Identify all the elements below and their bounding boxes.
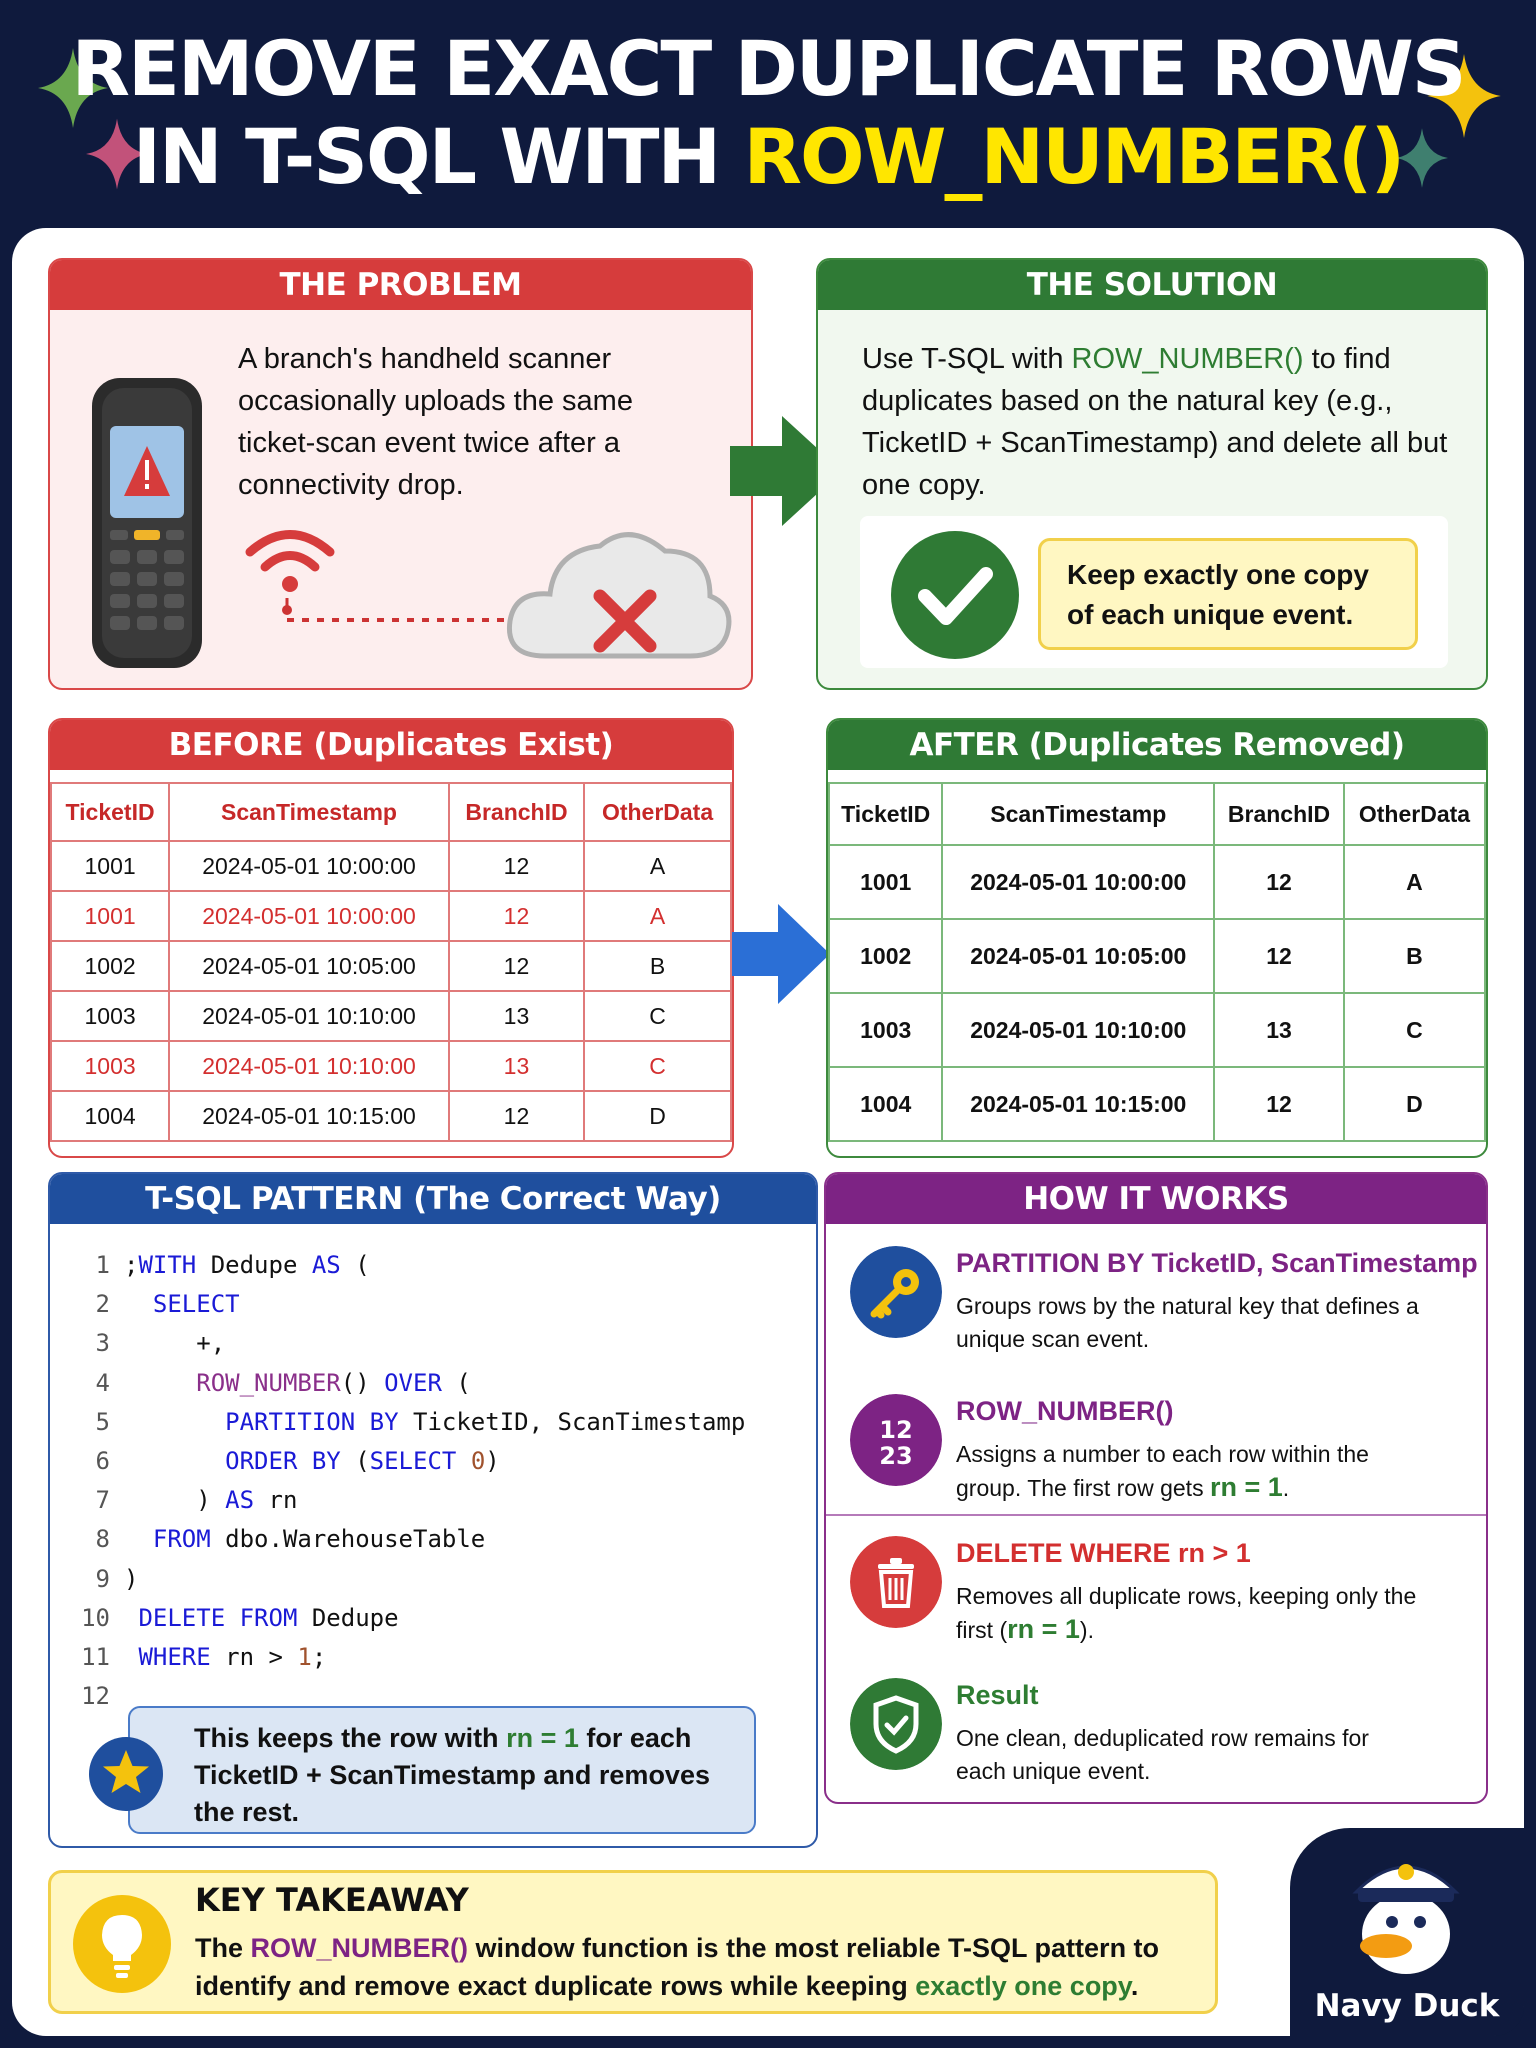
table-cell: 13 [449,991,584,1041]
solution-heading: THE SOLUTION [818,260,1486,310]
table-cell: A [584,841,731,891]
line-number: 1 [95,1251,110,1279]
line-number: 5 [95,1407,110,1436]
code-token: ; [124,1251,139,1279]
table-cell: 12 [449,841,584,891]
line-number: 8 [95,1525,110,1554]
table-row [51,1091,731,1141]
code-token: ( [340,1251,370,1279]
code-token: ) [485,1446,500,1475]
solution-text [862,338,1462,506]
table-cell: 2024-05-01 10:00:00 [169,891,449,941]
code-token: WITH [138,1251,197,1279]
pattern-note-b: for each TicketID + ScanTimestamp and removes the rest. [194,1723,710,1827]
solution-card [816,258,1488,690]
before-table [50,782,732,1142]
code-token [124,1408,225,1436]
code-token [456,1447,470,1475]
table-cell: B [584,941,731,991]
solution-callout-box [860,516,1448,668]
table-cell: 12 [1214,845,1344,919]
how-desc-1: Groups rows by the natural key that defines a unique scan event. [956,1293,1419,1352]
line-number: 10 [81,1603,110,1632]
handheld-scanner-icon [82,378,212,668]
code-line [64,1403,745,1442]
page-title-line-1: REMOVE EXACT DUPLICATE ROWS [71,24,1465,113]
how-item-partition [850,1246,1478,1376]
how-desc-3 [956,1580,1436,1647]
takeaway-keyword: exactly one copy [915,1971,1131,2001]
code-token: rn > [210,1642,298,1671]
code-block [64,1246,745,1716]
navy-duck-mascot-icon [1336,1838,1476,1978]
code-token [124,1604,138,1632]
problem-heading: THE PROBLEM [50,260,751,310]
after-table-header-otherdata: OtherData [1344,783,1485,845]
table-row [829,919,1485,993]
code-line [64,1285,745,1324]
how-item-result [850,1678,1470,1798]
takeaway-text-a: The [195,1933,251,1963]
code-line [64,1560,745,1599]
how-heading: HOW IT WORKS [826,1174,1486,1224]
code-token [124,1290,153,1318]
line-number: 2 [95,1290,110,1319]
code-line [64,1324,745,1363]
how-title-1: PARTITION BY TicketID, ScanTimestamp [956,1248,1478,1278]
arrow-right-blue-icon [732,904,830,1004]
solution-text-b: to find duplicates based on the natural key (e.g., TicketID + ScanTimestamp) and delete all but one copy. [862,343,1448,501]
how-divider [826,1514,1488,1516]
table-row [829,845,1485,919]
code-token: TicketID, ScanTimestamp [398,1407,746,1436]
how-it-works-card [824,1172,1488,1804]
code-token: 0 [470,1446,486,1475]
before-table-header-scantimestamp: ScanTimestamp [169,783,449,841]
before-table-card [48,718,734,1158]
code-token: OVER [384,1368,442,1397]
table-cell: 12 [1214,1067,1344,1141]
title-highlight: ROW_NUMBER() [743,112,1404,201]
table-cell: 12 [449,1091,584,1141]
code-token: 1 [297,1642,312,1671]
table-cell: 1002 [51,941,169,991]
line-number: 11 [81,1642,110,1671]
before-table-header-branchid: BranchID [449,783,584,841]
how-desc-2-b: . [1282,1475,1290,1501]
table-cell: 1004 [51,1091,169,1141]
duplicate-row [51,891,731,941]
code-line [64,1599,745,1638]
pattern-heading: T-SQL PATTERN (The Correct Way) [50,1174,816,1224]
code-token: ORDER BY [225,1446,341,1475]
table-cell: 12 [449,941,584,991]
how-desc-3-kw: rn = 1 [1007,1614,1080,1644]
table-cell: 1001 [51,891,169,941]
code-token: +, [124,1329,226,1358]
code-token: WHERE [138,1642,211,1671]
code-token: ( [340,1446,370,1475]
code-token: SELECT [152,1290,240,1319]
code-token [124,1525,153,1553]
table-row [829,993,1485,1067]
table-cell: 1003 [51,991,169,1041]
how-title-4: Result [956,1680,1039,1710]
code-token: FROM [152,1525,211,1554]
table-cell: 1002 [829,919,942,993]
code-token: DELETE FROM [138,1603,298,1632]
checkmark-circle-icon [890,530,1020,660]
takeaway-text-b: window function is the most reliable T-SQL pattern to identify and remove exact duplicate rows while keeping [195,1933,1160,2001]
table-cell: C [584,991,731,1041]
offline-cloud-icon [505,516,735,666]
line-number: 3 [95,1329,110,1358]
key-icon [850,1246,942,1338]
table-row [51,991,731,1041]
table-cell: 2024-05-01 10:05:00 [169,941,449,991]
code-token [124,1643,138,1671]
problem-text: A branch's handheld scanner occasionally uploads the same ticket-scan event twice after a connectivity drop. [238,343,633,501]
table-cell: D [584,1091,731,1141]
brand-badge [1290,1828,1524,2036]
table-cell: 13 [1214,993,1344,1067]
pattern-note-keyword: rn = 1 [506,1723,579,1753]
solution-text-a: Use T-SQL with [862,343,1072,375]
after-table-header-branchid: BranchID [1214,783,1344,845]
code-token: AS [225,1486,255,1515]
lightbulb-icon [73,1895,171,1993]
after-heading: AFTER (Duplicates Removed) [828,720,1486,770]
table-cell: C [1344,993,1485,1067]
code-line [64,1442,745,1481]
takeaway-card [48,1870,1218,2014]
trash-icon [850,1536,942,1628]
table-row [51,941,731,991]
takeaway-text [195,1929,1205,2005]
connection-dashed-line [275,598,525,628]
table-cell: D [1344,1067,1485,1141]
code-token: ) [124,1486,226,1515]
table-cell: 12 [449,891,584,941]
page-title-line-2 [0,112,1536,202]
how-item-row-number [850,1394,1470,1514]
shield-check-icon [850,1678,942,1770]
code-line [64,1246,745,1285]
code-line [64,1481,745,1520]
code-token [124,1369,196,1397]
table-cell: 1001 [51,841,169,891]
table-cell: 2024-05-01 10:00:00 [942,845,1214,919]
numbers-icon [850,1394,942,1486]
table-cell: 2024-05-01 10:15:00 [942,1067,1214,1141]
code-token: Dedupe [196,1251,312,1279]
code-token: ; [311,1642,327,1671]
line-number: 4 [95,1368,110,1397]
table-cell: C [584,1041,731,1091]
before-table-header-otherdata: OtherData [584,783,731,841]
table-cell: 13 [449,1041,584,1091]
duplicate-row [51,1041,731,1091]
how-desc-2-a: Assigns a number to each row within the group. The first row gets [956,1441,1369,1501]
pattern-note-a: This keeps the row with [194,1723,507,1753]
svg-text:12: 12 [879,1416,913,1444]
table-cell: 2024-05-01 10:00:00 [169,841,449,891]
code-token: AS [311,1251,341,1279]
how-title-3: DELETE WHERE rn > 1 [956,1538,1251,1568]
code-token: ROW_NUMBER [196,1368,341,1397]
table-row [51,841,731,891]
code-token: ( [441,1368,471,1397]
how-desc-2-kw: rn = 1 [1209,1472,1283,1502]
takeaway-text-c: . [1130,1971,1139,2001]
line-number: 12 [81,1682,110,1711]
pattern-note-box [128,1706,756,1834]
line-number: 9 [95,1564,110,1593]
line-number: 7 [95,1486,110,1515]
table-cell: 12 [1214,919,1344,993]
table-cell: 1003 [829,993,942,1067]
header [0,0,1536,225]
table-cell: 2024-05-01 10:15:00 [169,1091,449,1141]
keep-one-copy-callout: Keep exactly one copy of each unique event. [1038,538,1418,650]
takeaway-fn: ROW_NUMBER() [250,1933,468,1963]
code-line [64,1638,745,1677]
problem-card [48,258,753,690]
table-cell: 1001 [829,845,942,919]
code-line [64,1364,745,1403]
how-desc-3-b: ). [1079,1617,1094,1643]
how-item-delete [850,1536,1470,1656]
table-cell: A [1344,845,1485,919]
brand-name: Navy Duck [1314,1988,1500,2024]
code-line [64,1520,745,1559]
table-cell: 1004 [829,1067,942,1141]
how-title-2: ROW_NUMBER() [956,1396,1174,1426]
star-badge-icon [88,1736,164,1812]
wifi-signal-icon [240,522,340,602]
code-token: dbo.WarehouseTable [210,1525,486,1554]
main-panel [12,228,1524,2036]
code-token: Dedupe [297,1603,399,1632]
table-cell: 1003 [51,1041,169,1091]
table-row [829,1067,1485,1141]
takeaway-heading: KEY TAKEAWAY [195,1881,469,1919]
how-desc-3-a: Removes all duplicate rows, keeping only the first ( [956,1583,1417,1643]
before-heading: BEFORE (Duplicates Exist) [50,720,732,770]
title-plain: IN T-SQL WITH [132,112,744,201]
code-token: () [340,1368,385,1397]
table-cell: 2024-05-01 10:05:00 [942,919,1214,993]
table-cell: A [584,891,731,941]
table-cell: 2024-05-01 10:10:00 [942,993,1214,1067]
how-desc-2 [956,1438,1436,1505]
after-table-header-scantimestamp: ScanTimestamp [942,783,1214,845]
pattern-card [48,1172,818,1848]
line-number: 6 [95,1446,110,1475]
before-table-header-ticketid: TicketID [51,783,169,841]
code-token: PARTITION BY [225,1407,399,1436]
after-table [828,782,1486,1142]
how-desc-4: One clean, deduplicated row remains for each unique event. [956,1725,1369,1784]
table-cell: 2024-05-01 10:10:00 [169,991,449,1041]
code-token [124,1447,225,1475]
after-table-header-ticketid: TicketID [829,783,942,845]
after-table-card [826,718,1488,1158]
svg-text:23: 23 [879,1442,913,1470]
code-token: rn [254,1486,298,1515]
solution-keyword: ROW_NUMBER() [1071,343,1304,375]
code-token: ) [124,1564,139,1593]
table-cell: 2024-05-01 10:10:00 [169,1041,449,1091]
code-token: SELECT [369,1446,457,1475]
table-cell: B [1344,919,1485,993]
